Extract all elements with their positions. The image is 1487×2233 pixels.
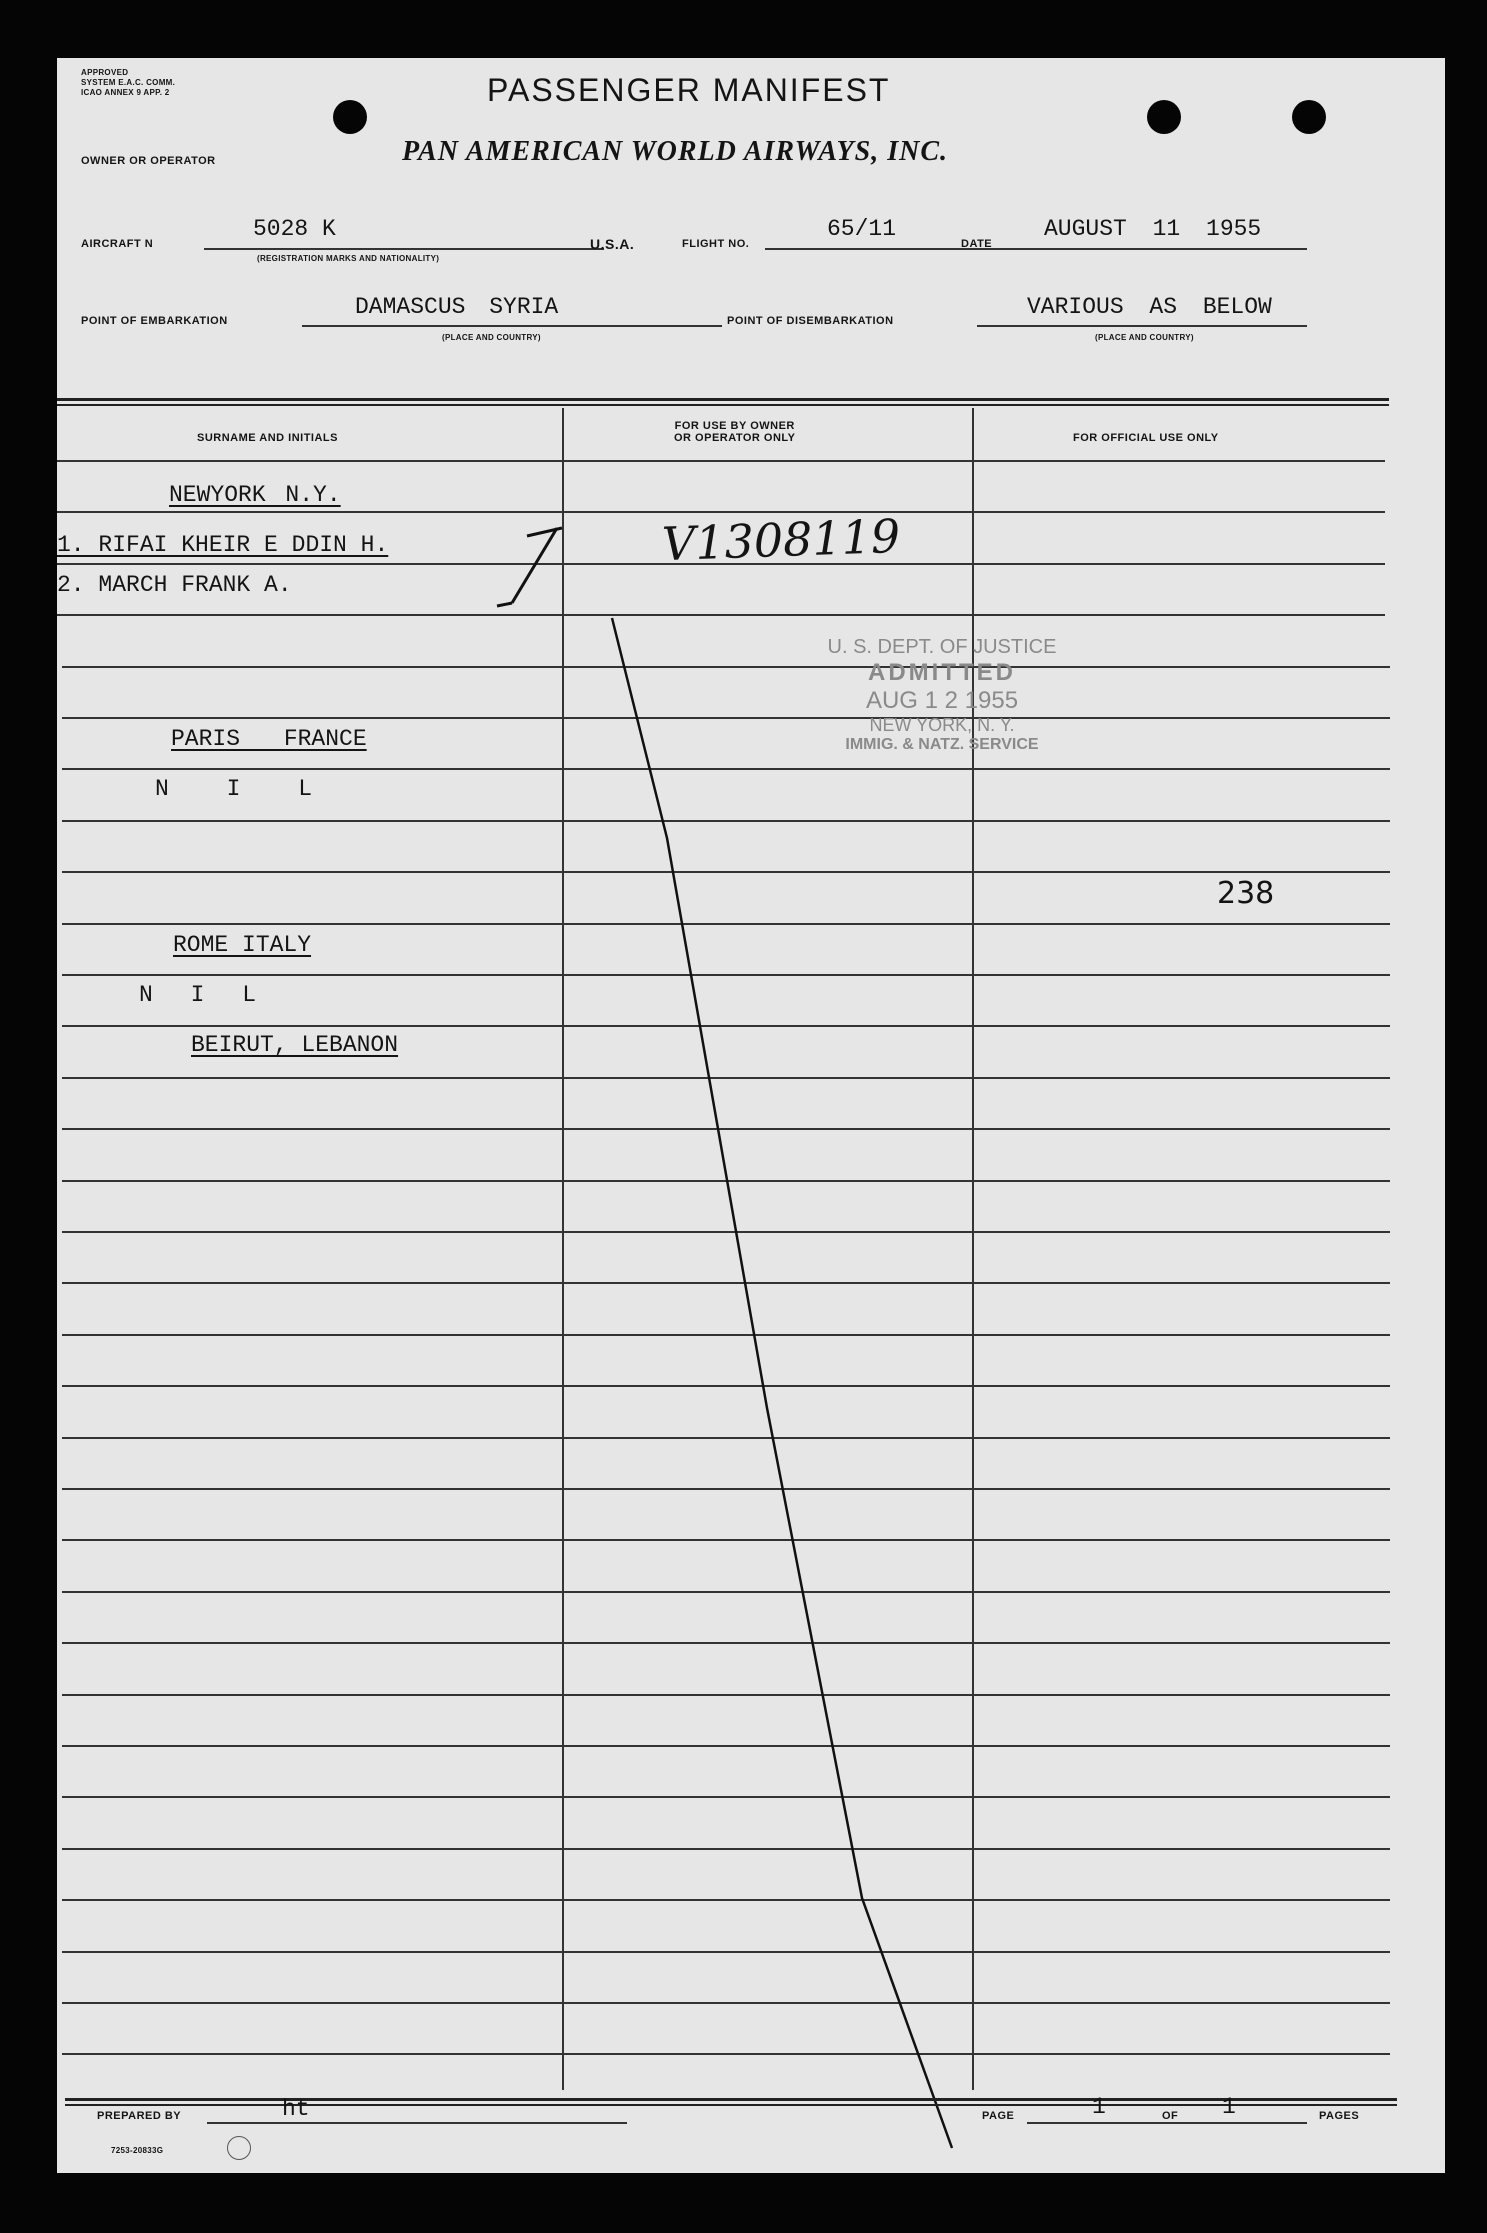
owner-use-line-2: OR OPERATOR ONLY <box>674 432 796 444</box>
embarkation-label: POINT OF EMBARKATION <box>81 315 228 327</box>
disembarkation-sub-label: (PLACE AND COUNTRY) <box>1095 333 1194 342</box>
manifest-page <box>57 58 1445 2173</box>
owner-use-line-1: FOR USE BY OWNER <box>674 420 795 432</box>
embarkation-value: DAMASCUS SYRIA <box>355 294 559 320</box>
admission-stamp <box>802 636 1082 754</box>
destination-newyork: NEWYORK N.Y. <box>169 482 341 508</box>
diagonal-line <box>612 618 952 2148</box>
prepared-by-label: PREPARED BY <box>97 2110 182 2122</box>
aircraft-sub-label: (REGISTRATION MARKS AND NATIONALITY) <box>257 254 440 263</box>
passenger-2: 2. MARCH FRANK A. <box>57 572 292 598</box>
printer-logo <box>227 2136 251 2160</box>
table-bottom-border <box>65 2098 1397 2101</box>
page-value: 1 <box>1092 2094 1106 2120</box>
disembarkation-label: POINT OF DISEMBARKATION <box>727 315 894 327</box>
nil-rome: N I L <box>139 982 257 1008</box>
pages-label: PAGES <box>1319 2110 1360 2122</box>
stamp-line-5: IMMIG. & NATZ. SERVICE <box>845 736 1039 753</box>
page-underline <box>1027 2122 1207 2124</box>
of-value: 1 <box>1222 2094 1236 2120</box>
approval-line-2: SYSTEM E.A.C. COMM. <box>81 78 176 87</box>
handwritten-marks <box>57 58 1445 2173</box>
table-bottom-border-2 <box>65 2104 1397 2106</box>
visa-number: V1308119 <box>661 508 901 572</box>
nil-paris: N I L <box>155 776 313 802</box>
passenger-1: 1. RIFAI KHEIR E DDIN H. <box>57 532 389 558</box>
of-label: OF <box>1162 2110 1179 2122</box>
date-value: AUGUST 11 1955 <box>1044 216 1262 242</box>
stamp-line-2: ADMITTED <box>868 659 1016 686</box>
stamp-line-1: U. S. DEPT. OF JUSTICE <box>827 636 1057 658</box>
prepared-by-value: ht <box>282 2096 310 2122</box>
check-mark <box>497 528 562 606</box>
approval-line-3: ICAO ANNEX 9 APP. 2 <box>81 88 170 97</box>
owner-label: OWNER OR OPERATOR <box>81 155 216 167</box>
airline-name: PAN AMERICAN WORLD AIRWAYS, INC. <box>402 136 949 167</box>
prepared-by-underline <box>207 2122 627 2124</box>
country-label: U.S.A. <box>590 236 635 252</box>
handwritten-page-number: 238 <box>1217 876 1275 911</box>
aircraft-value: 5028 K <box>253 216 336 242</box>
stamp-line-4: NEW YORK, N. Y. <box>869 715 1015 735</box>
flight-label: FLIGHT NO. <box>682 238 750 250</box>
embarkation-sub-label: (PLACE AND COUNTRY) <box>442 333 541 342</box>
date-label: DATE <box>961 238 993 250</box>
approval-line-1: APPROVED <box>81 68 129 77</box>
stamp-line-3: AUG 1 2 1955 <box>865 687 1019 714</box>
form-number: 7253-20833G <box>111 2146 164 2155</box>
of-underline <box>1187 2122 1307 2124</box>
aircraft-label: AIRCRAFT N <box>81 238 154 250</box>
destination-beirut: BEIRUT, LEBANON <box>191 1032 399 1058</box>
form-title: PASSENGER MANIFEST <box>487 72 891 108</box>
flight-value: 65/11 <box>827 216 897 242</box>
page-label: PAGE <box>982 2110 1015 2122</box>
column-header-surname: SURNAME AND INITIALS <box>197 432 338 444</box>
destination-paris: PARIS FRANCE <box>171 726 367 752</box>
destination-rome: ROME ITALY <box>173 932 312 958</box>
column-header-official-use: FOR OFFICIAL USE ONLY <box>1073 432 1219 444</box>
disembarkation-value: VARIOUS AS BELOW <box>1027 294 1272 320</box>
